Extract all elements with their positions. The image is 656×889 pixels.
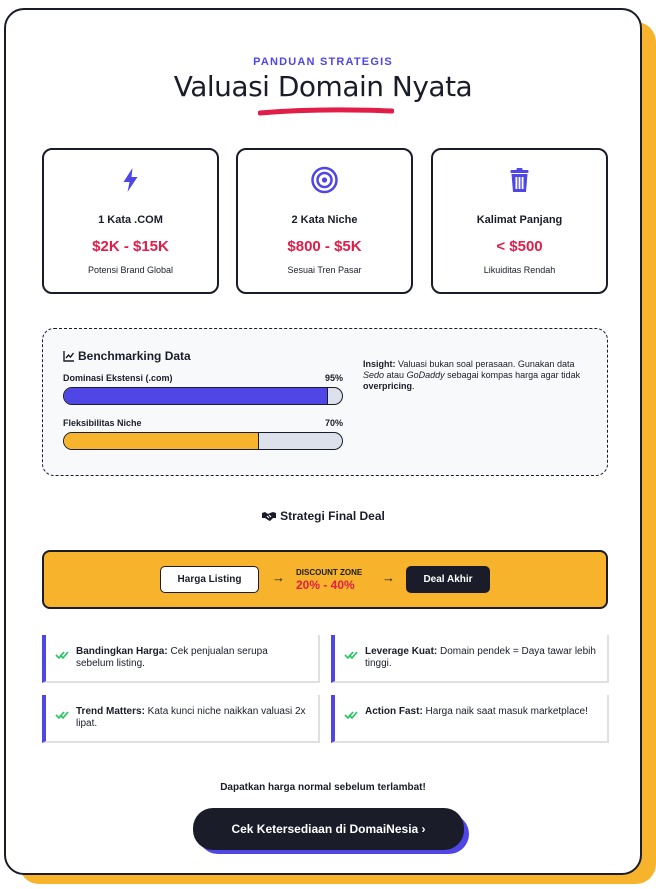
tip-body: Harga naik saat masuk marketplace! <box>422 706 588 717</box>
check-availability-button[interactable]: Cek Ketersediaan di DomaiNesia › <box>193 808 464 850</box>
insight-source-godaddy: GoDaddy <box>406 370 445 380</box>
tip-title: Action Fast: <box>365 706 423 717</box>
deal-flow-banner <box>42 550 608 609</box>
metric-label: Dominasi Ekstensi (.com) <box>63 373 173 383</box>
tier-name: 2 Kata Niche <box>291 214 358 226</box>
metric-label: Fleksibilitas Niche <box>63 418 142 428</box>
insight-emphasis: overpricing <box>363 381 413 391</box>
tip-title: Bandingkan Harga: <box>76 646 168 657</box>
tier-name: 1 Kata .COM <box>98 214 163 226</box>
tip-compare-price <box>42 635 320 683</box>
guide-card <box>4 8 642 875</box>
tier-price: $2K - $15K <box>92 238 169 255</box>
final-deal-heading <box>6 509 640 523</box>
tier-name: Kalimat Panjang <box>476 214 563 226</box>
tip-action-fast <box>331 695 609 743</box>
discount-zone-label: DISCOUNT ZONE <box>296 568 363 577</box>
tip-trend <box>42 695 320 743</box>
tip-text <box>365 706 597 718</box>
tip-body: Cek penjualan serupa sebelum listing. <box>76 646 268 669</box>
title-underline-stroke <box>258 105 394 119</box>
tip-text <box>365 646 597 670</box>
cta-lead-text: Dapatkan harga normal sebelum terlambat! <box>220 782 426 793</box>
benchmark-panel <box>42 328 608 476</box>
tip-body: Kata kunci niche naikkan valuasi 2x lipat. <box>76 706 306 729</box>
metric-value: 95% <box>324 373 343 383</box>
tip-text <box>76 706 308 730</box>
progress-fill <box>64 433 259 449</box>
final-deal-pill: Deal Akhir <box>406 566 490 593</box>
tier-card-two-word <box>236 148 413 294</box>
final-deal-title: Strategi Final Deal <box>280 509 385 523</box>
benchmark-title: Benchmarking Data <box>78 349 191 363</box>
line-chart-icon <box>63 350 75 362</box>
tier-desc: Sesuai Tren Pasar <box>287 265 362 275</box>
benchmark-heading <box>63 349 191 363</box>
metric-value: 70% <box>324 418 343 428</box>
insight-note <box>363 359 591 392</box>
discount-zone-value: 20% - 40% <box>296 578 355 592</box>
valuation-tiers <box>42 148 608 294</box>
arrow-right-icon: → <box>382 570 395 585</box>
tier-desc: Potensi Brand Global <box>87 265 174 275</box>
tier-price: < $500 <box>496 238 543 255</box>
trash-icon <box>433 165 606 195</box>
page-title: Valuasi Domain Nyata <box>173 70 473 103</box>
tip-body: Domain pendek = Daya tawar lebih tinggi. <box>365 646 596 669</box>
tier-desc: Likuiditas Rendah <box>483 265 556 275</box>
handshake-icon <box>261 510 277 522</box>
tip-text <box>76 646 308 670</box>
tip-leverage <box>331 635 609 683</box>
lightning-icon <box>44 165 217 195</box>
eyebrow-label: PANDUAN STRATEGIS <box>253 56 393 68</box>
discount-zone <box>296 568 362 592</box>
insight-text: sebagai kompas harga agar tidak <box>444 370 581 380</box>
target-icon <box>238 165 411 195</box>
tip-title: Leverage Kuat: <box>365 646 438 657</box>
double-check-icon <box>344 649 358 661</box>
tier-price: $800 - $5K <box>287 238 362 255</box>
progress-fill <box>64 388 328 404</box>
insight-label: Insight: <box>363 359 396 369</box>
insight-text: . <box>412 381 415 391</box>
double-check-icon <box>344 709 358 721</box>
insight-source-sedo: Sedo <box>363 370 385 380</box>
double-check-icon <box>55 649 69 661</box>
tier-card-one-word <box>42 148 219 294</box>
listing-price-pill: Harga Listing <box>160 566 259 593</box>
tip-title: Trend Matters: <box>76 706 145 717</box>
insight-text: atau <box>384 370 407 380</box>
arrow-right-icon: → <box>272 570 285 585</box>
tier-card-long-phrase <box>431 148 608 294</box>
double-check-icon <box>55 709 69 721</box>
insight-text: Valuasi bukan soal perasaan. Gunakan data <box>395 359 575 369</box>
progress-track <box>63 387 343 405</box>
progress-track <box>63 432 343 450</box>
